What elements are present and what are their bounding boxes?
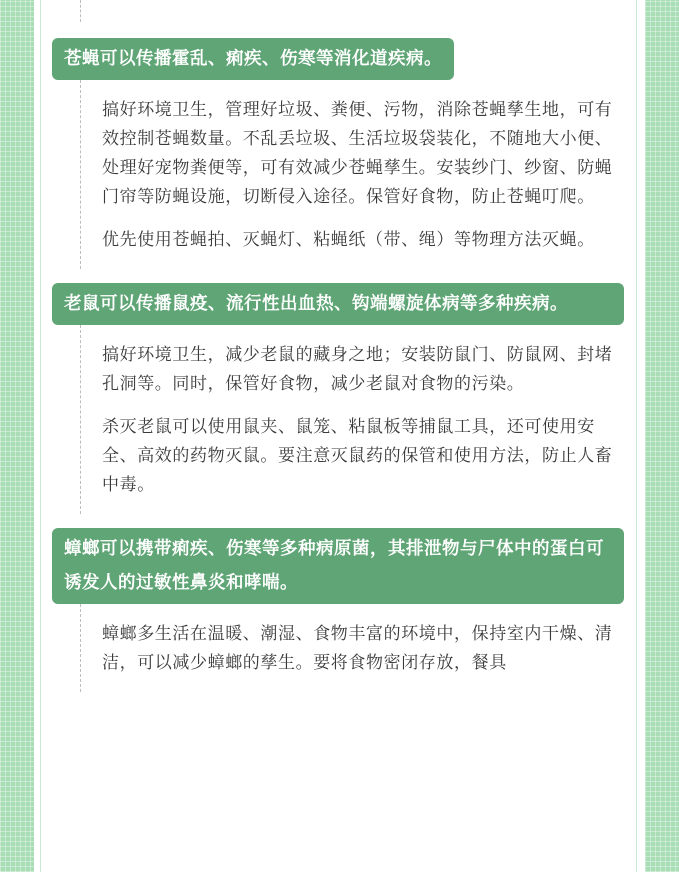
right-inner-border — [636, 0, 637, 872]
paragraph: 杀灭老鼠可以使用鼠夹、鼠笼、粘鼠板等捕鼠工具，还可使用安全、高效的药物灭鼠。要注意灭鼠药的保管和使用方法，防止人畜中毒。 — [102, 417, 613, 495]
left-decorative-stripe — [0, 0, 34, 872]
section-body — [80, 604, 624, 692]
dashed-connector — [80, 0, 624, 22]
section-body — [80, 80, 624, 269]
paragraph: 搞好环境卫生，减少老鼠的藏身之地；安装防鼠门、防鼠网、封堵孔洞等。同时，保管好食物，减少老鼠对食物的污染。 — [102, 345, 613, 394]
section-heading: 苍蝇可以传播霍乱、痢疾、伤寒等消化道疾病。 — [52, 38, 454, 80]
section-rats — [52, 283, 624, 514]
paragraph: 搞好环境卫生，管理好垃圾、粪便、污物，消除苍蝇孳生地，可有效控制苍蝇数量。不乱丢垃圾、生活垃圾袋装化，不随地大小便、处理好宠物粪便等，可有效减少苍蝇孳生。安装纱门、纱窗、防蝇门帘等防蝇设施，切断侵入途径。保管好食物，防止苍蝇叮爬。 — [102, 100, 613, 207]
section-heading: 老鼠可以传播鼠疫、流行性出血热、钩端螺旋体病等多种疾病。 — [52, 283, 624, 325]
article-content — [52, 0, 624, 692]
section-cockroaches — [52, 528, 624, 692]
right-decorative-stripe — [645, 0, 679, 872]
left-inner-border — [40, 0, 41, 872]
paragraph: 优先使用苍蝇拍、灭蝇灯、粘蝇纸（带、绳）等物理方法灭蝇。 — [102, 230, 595, 250]
section-heading: 蟑螂可以携带痢疾、伤寒等多种病原菌，其排泄物与尸体中的蛋白可诱发人的过敏性鼻炎和哮喘。 — [52, 528, 624, 604]
paragraph: 蟑螂多生活在温暖、潮湿、食物丰富的环境中，保持室内干燥、清洁，可以减少蟑螂的孳生。要将食物密闭存放，餐具 — [102, 624, 613, 673]
section-flies — [52, 22, 624, 269]
section-body — [80, 325, 624, 514]
